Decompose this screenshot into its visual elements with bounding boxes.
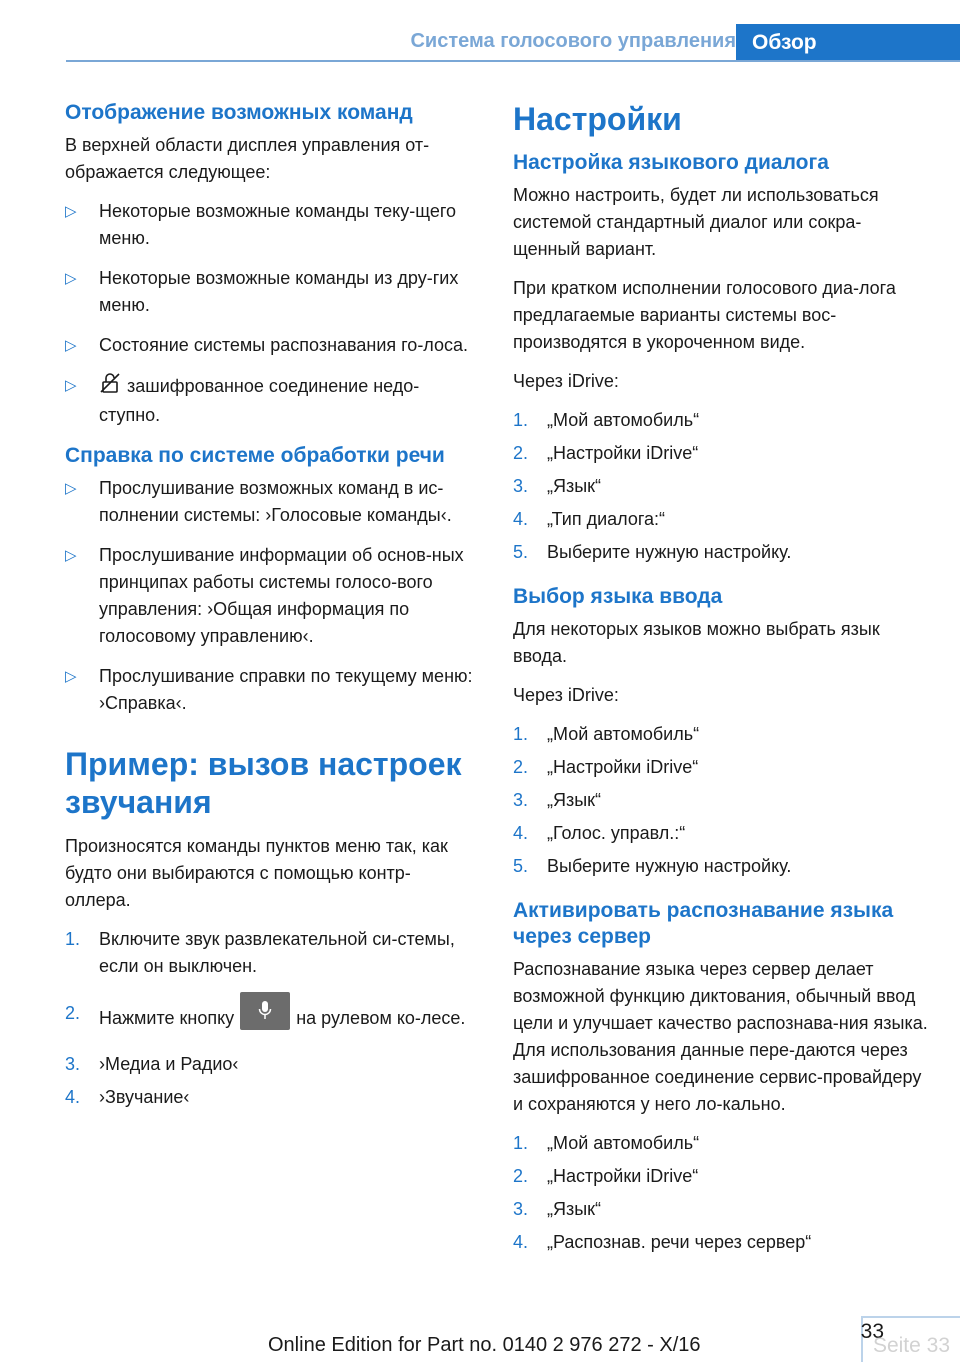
step-number: 2. (65, 1003, 81, 1023)
step-number: 5. (513, 542, 529, 562)
list-item-text: Выберите нужную настройку. (547, 856, 792, 876)
step-number: 2. (513, 757, 529, 777)
microphone-button (240, 992, 290, 1030)
list-item (513, 820, 928, 847)
list-item-text: Прослушивание возможных команд в ис-полнении системы: ›Голосовые команды‹. (99, 478, 452, 525)
right-column (513, 100, 928, 1266)
list-item (513, 1229, 928, 1256)
list-item-text: Некоторые возможные команды теку-щего меню. (99, 201, 457, 248)
list-item (513, 853, 928, 880)
list-item-text: ›Медиа и Радио‹ (99, 1054, 239, 1074)
help-list (65, 475, 475, 717)
step-number: 3. (513, 1199, 529, 1219)
heading-display-commands: Отображение возможных команд (65, 101, 413, 124)
input-steps (513, 721, 928, 880)
list-item (65, 1000, 475, 1038)
dialog-steps (513, 407, 928, 566)
list-item (513, 1163, 928, 1190)
list-item (65, 475, 475, 529)
list-item-text: „Настройки iDrive“ (547, 1166, 699, 1186)
list-item-text: „Мой автомобиль“ (547, 410, 700, 430)
list-item (513, 407, 928, 434)
bullet-icon: ▷ (65, 480, 77, 497)
step-number: 5. (513, 856, 529, 876)
list-item-text: зашифрованное соединение недо-ступно. (99, 375, 420, 425)
step-number: 4. (513, 509, 529, 529)
list-item-text: Состояние системы распознавания го-лоса. (99, 335, 469, 355)
list-item-text: „Настройки iDrive“ (547, 757, 699, 777)
list-item (65, 926, 475, 980)
via-idrive-label: Через iDrive: (513, 371, 619, 391)
list-item (513, 473, 928, 500)
input-paragraph: Для некоторых языков можно выбрать язык ввода. (513, 619, 880, 666)
dialog-paragraph-1: Можно настроить, будет ли использоваться системой стандартный диалог или сокра-щенный вариант. (513, 185, 879, 259)
page-number: 33 (860, 1320, 884, 1343)
list-item (65, 1051, 475, 1078)
step-number: 3. (65, 1054, 81, 1074)
list-item (513, 539, 928, 566)
list-item-text: Некоторые возможные команды из дру-гих меню. (99, 268, 459, 315)
list-item-text: „Мой автомобиль“ (547, 724, 700, 744)
list-item (513, 440, 928, 467)
list-item (65, 265, 475, 319)
dialog-paragraph-2: При кратком исполнении голосового диа-лога предлагаемые варианты системы вос-производятся в укороченном виде. (513, 278, 896, 352)
commands-intro: В верхней области дисплея управления от-ображается следующее: (65, 135, 430, 182)
list-item (513, 1196, 928, 1223)
unlocked-crossed-icon (99, 372, 121, 402)
step-number: 2. (513, 443, 529, 463)
list-item-text: „Распознав. речи через сервер“ (547, 1232, 812, 1252)
bullet-icon: ▷ (65, 337, 77, 354)
step-number: 4. (65, 1087, 81, 1107)
list-item-text: Выберите нужную настройку. (547, 542, 792, 562)
header-rule (66, 60, 960, 62)
list-item (65, 372, 475, 429)
bullet-icon: ▷ (65, 270, 77, 287)
list-item (65, 1084, 475, 1111)
step-number: 3. (513, 790, 529, 810)
list-item-text: „Тип диалога:“ (547, 509, 666, 529)
list-item-text: на рулевом ко-лесе. (296, 1007, 466, 1028)
list-item-text: „Мой автомобиль“ (547, 1133, 700, 1153)
list-item-text: „Язык“ (547, 790, 602, 810)
heading-speech-help: Справка по системе обработки речи (65, 444, 445, 467)
heading-dialog-settings: Настройка языкового диалога (513, 151, 829, 174)
commands-list (65, 198, 475, 429)
footer-rule (861, 1316, 960, 1318)
server-steps (513, 1130, 928, 1256)
bullet-icon: ▷ (65, 668, 77, 685)
list-item (65, 542, 475, 650)
bullet-icon: ▷ (65, 547, 77, 564)
header-tab-overview: Обзор (736, 24, 960, 62)
list-item (513, 754, 928, 781)
list-item (513, 787, 928, 814)
list-item (65, 663, 475, 717)
step-number: 1. (513, 1133, 529, 1153)
list-item-text: Прослушивание информации об основ-ных принципах работы системы голосо-вого управления: ›Общая информация по голосовому управлению‹. (99, 545, 464, 646)
list-item (513, 721, 928, 748)
list-item-text: Прослушивание справки по текущему меню: ›Справка‹. (99, 666, 473, 713)
heading-settings: Настройки (513, 101, 682, 137)
microphone-icon (258, 1001, 272, 1021)
list-item (65, 198, 475, 252)
bullet-icon: ▷ (65, 203, 77, 220)
via-idrive-label: Через iDrive: (513, 685, 619, 705)
step-number: 4. (513, 823, 529, 843)
list-item-text: „Голос. управл.:“ (547, 823, 686, 843)
list-item-text: „Язык“ (547, 1199, 602, 1219)
left-column (65, 100, 475, 1121)
list-item-text: ›Звучание‹ (99, 1087, 190, 1107)
step-number: 4. (513, 1232, 529, 1252)
step-number: 1. (513, 410, 529, 430)
example-steps (65, 926, 475, 1111)
step-number: 2. (513, 1166, 529, 1186)
server-paragraph: Распознавание языка через сервер делает возможной функцию диктования, обычный ввод цели и улучшает качество распознава-ния языка. Для использования данные пере-даются через зашифрованное соединение сервис-провайдеру и сохраняются у него ло-кально. (513, 959, 928, 1114)
heading-sound-example: Пример: вызов настроек звучания (65, 746, 462, 820)
bullet-icon: ▷ (65, 377, 77, 394)
step-number: 1. (65, 929, 81, 949)
edition-footer: Online Edition for Part no. 0140 2 976 272 - X/16 (268, 1334, 701, 1356)
list-item-text: Включите звук развлекательной си-стемы, если он выключен. (99, 929, 455, 976)
list-item-text: „Язык“ (547, 476, 602, 496)
list-item (513, 506, 928, 533)
watermark: Seite 33 (872, 1334, 950, 1357)
step-number: 1. (513, 724, 529, 744)
list-item-text: Нажмите кнопку (99, 1007, 235, 1028)
step-number: 3. (513, 476, 529, 496)
list-item-text: „Настройки iDrive“ (547, 443, 699, 463)
heading-server-recognition: Активировать распознавание языка через сервер (513, 899, 894, 948)
list-item (513, 1130, 928, 1157)
heading-input-language: Выбор языка ввода (513, 585, 723, 608)
list-item (65, 332, 475, 359)
header-section-title: Система голосового управления (410, 30, 736, 52)
example-intro: Произносятся команды пунктов меню так, как будто они выбираются с помощью контр-оллера. (65, 836, 448, 910)
